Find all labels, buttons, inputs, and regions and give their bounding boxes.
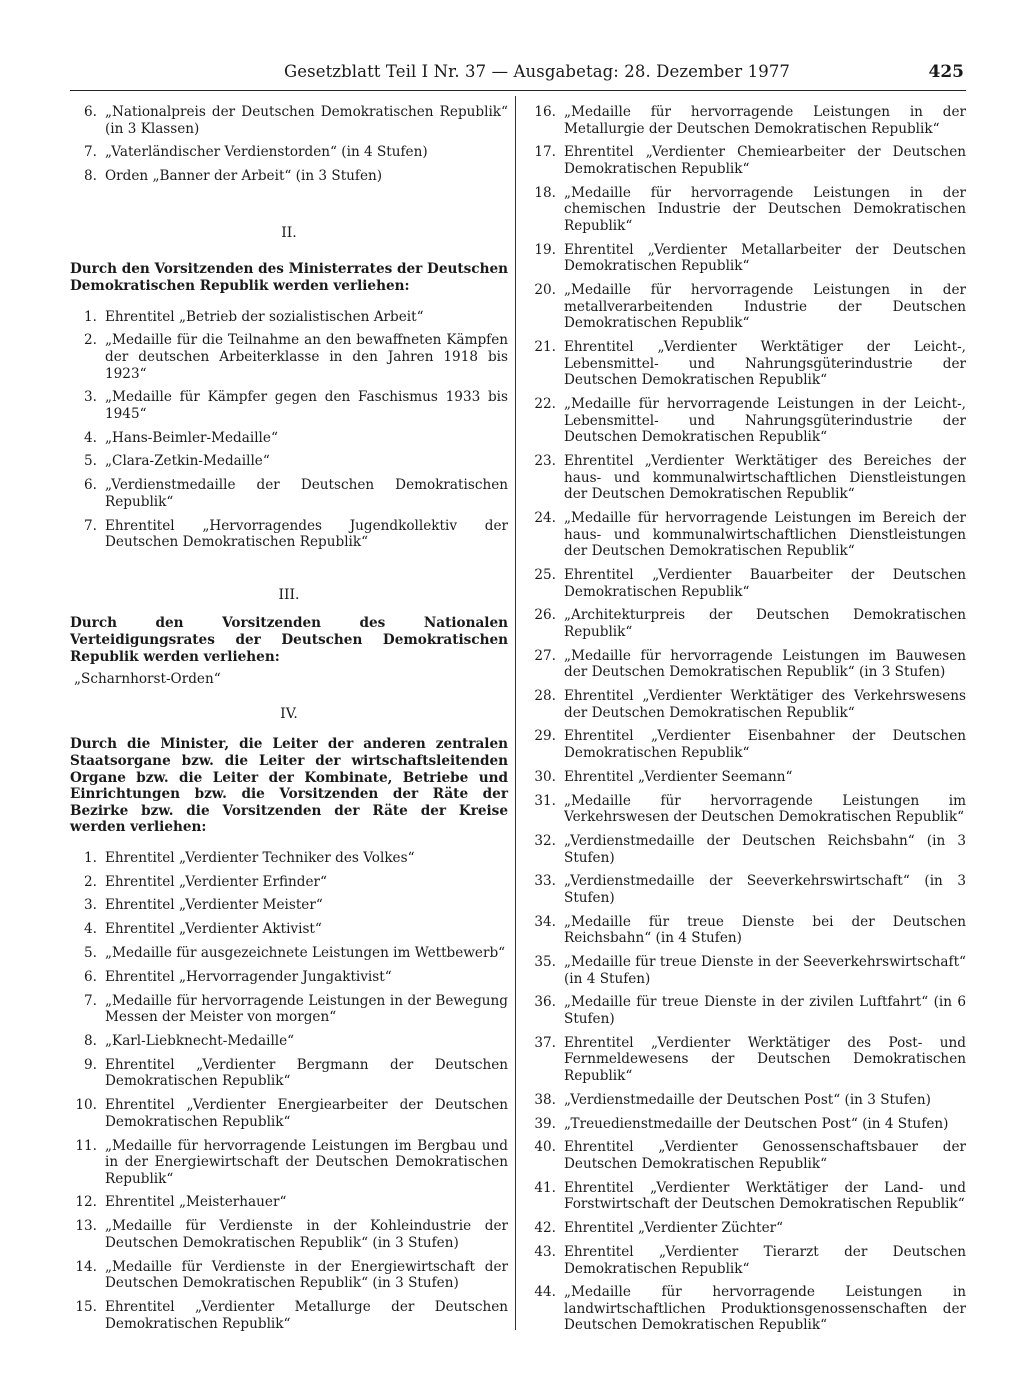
item-text: „Hans-Beimler-Medaille“ — [105, 429, 278, 446]
item-number: 17. — [534, 144, 556, 161]
list-item — [526, 1035, 966, 1085]
item-text: „Medaille für hervorragende Leistungen in der Bewegung Messen der Meister von morgen“ — [105, 992, 508, 1026]
header-rule — [70, 90, 966, 91]
section-intro-ii: Durch den Vorsitzenden des Ministerrates der Deutschen Demokratischen Republik werden verliehen: — [70, 261, 508, 294]
list-item — [526, 994, 966, 1027]
item-number: 7. — [84, 144, 97, 161]
item-text: Ehrentitel „Verdienter Bauarbeiter der Deutschen Demokratischen Republik“ — [564, 566, 966, 600]
column-divider — [515, 96, 516, 1330]
item-text: Ehrentitel „Verdienter Chemiearbeiter der Deutschen Demokratischen Republik“ — [564, 144, 966, 177]
item-number: 29. — [534, 728, 556, 745]
list-item — [70, 430, 508, 447]
list-item — [526, 1092, 966, 1109]
item-number: 18. — [534, 184, 556, 201]
item-number: 25. — [534, 566, 556, 583]
item-number: 26. — [534, 607, 556, 624]
item-number: 38. — [534, 1091, 556, 1108]
list-item — [526, 954, 966, 987]
list-item — [70, 1057, 508, 1090]
list-item — [70, 874, 508, 891]
list-item — [526, 104, 966, 137]
item-number: 21. — [534, 339, 556, 356]
list-item — [526, 1139, 966, 1172]
item-number: 30. — [534, 768, 556, 785]
item-text: „Medaille für Verdienste in der Energiewirtschaft der Deutschen Demokratischen Republik“ (in 3 Stufen) — [105, 1258, 508, 1292]
list-item — [526, 607, 966, 640]
list-item — [526, 1284, 966, 1334]
item-number: 5. — [84, 453, 97, 470]
right-column — [526, 104, 966, 1341]
list-item — [70, 969, 508, 986]
item-text: Ehrentitel „Verdienter Aktivist“ — [105, 921, 322, 938]
item-text: Ehrentitel „Verdienter Meister“ — [105, 897, 323, 914]
item-number: 11. — [75, 1137, 97, 1154]
list-item — [70, 945, 508, 962]
list-item — [526, 793, 966, 826]
item-text: Orden „Banner der Arbeit“ (in 3 Stufen) — [105, 168, 383, 185]
list-item — [70, 1218, 508, 1251]
item-number: 32. — [534, 832, 556, 849]
item-text: Ehrentitel „Verdienter Bergmann der Deutschen Demokratischen Republik“ — [105, 1056, 508, 1090]
item-text: Ehrentitel „Hervorragender Jungaktivist“ — [105, 968, 392, 985]
list-item — [526, 728, 966, 761]
item-number: 14. — [75, 1258, 97, 1275]
item-text: „Medaille für treue Dienste bei der Deutschen Reichsbahn“ (in 4 Stufen) — [564, 913, 966, 947]
left-column — [70, 104, 508, 1339]
list-item — [526, 242, 966, 275]
list-item — [70, 332, 508, 382]
item-number: 10. — [75, 1097, 97, 1114]
item-number: 6. — [84, 104, 97, 120]
list-item — [526, 648, 966, 681]
item-number: 33. — [534, 873, 556, 890]
list-item — [526, 1116, 966, 1133]
item-number: 43. — [534, 1243, 556, 1260]
list-item — [526, 185, 966, 235]
item-number: 13. — [75, 1218, 97, 1235]
item-text: Ehrentitel „Hervorragendes Jugendkollektiv der Deutschen Demokratischen Republik“ — [105, 517, 508, 551]
item-text: „Medaille für treue Dienste in der zivilen Luftfahrt“ (in 6 Stufen) — [564, 994, 966, 1028]
list-item — [70, 897, 508, 914]
item-text: „Verdienstmedaille der Deutschen Post“ (in 3 Stufen) — [564, 1091, 931, 1108]
item-text: Ehrentitel „Verdienter Werktätiger des Bereiches der haus- und kommunalwirtschaftlichen Dienstleistungen der Deutschen Demokratischen Republik“ — [564, 453, 966, 503]
item-text: Ehrentitel „Verdienter Metallurge der Deutschen Demokratischen Republik“ — [105, 1299, 508, 1332]
item-text: „Medaille für hervorragende Leistungen in der metallverarbeitenden Industrie der Deutschen Demokratischen Republik“ — [564, 282, 966, 332]
item-text: „Karl-Liebknecht-Medaille“ — [105, 1032, 295, 1049]
list-item — [70, 1097, 508, 1130]
section-intro-iii: Durch den Vorsitzenden des Nationalen Verteidigungsrates der Deutschen Demokratischen Republik werden verliehen: — [70, 615, 508, 665]
section-intro-iv: Durch die Minister, die Leiter der anderen zentralen Staatsorgane bzw. die Leiter der wirtschaftsleitenden Organe bzw. die Leiter der Kombinate, Betriebe und Einrichtungen bzw. die Vorsitzenden der Räte der Bezirke bzw. die Vorsitzenden der Räte der Kreise werden verliehen: — [70, 736, 508, 836]
item-number: 39. — [534, 1115, 556, 1132]
list-item — [526, 339, 966, 389]
item-number: 6. — [84, 968, 97, 985]
item-text: „Medaille für die Teilnahme an den bewaffneten Kämpfen der deutschen Arbeiterklasse in den Jahren 1918 bis 1923“ — [105, 332, 508, 382]
page-number: 425 — [928, 62, 964, 82]
header-title: Gesetzblatt Teil I Nr. 37 — Ausgabetag: 28. Dezember 1977 — [284, 62, 791, 81]
item-text: „Clara-Zetkin-Medaille“ — [105, 453, 270, 470]
item-text: Ehrentitel „Verdienter Tierarzt der Deutschen Demokratischen Republik“ — [564, 1243, 966, 1277]
item-text: „Medaille für hervorragende Leistungen in der Leicht-, Lebensmittel- und Nahrungsgüterindustrie der Deutschen Demokratischen Republik“ — [564, 396, 966, 446]
list-item — [526, 567, 966, 600]
list-item — [70, 168, 508, 185]
item-number: 3. — [84, 389, 97, 406]
item-number: 2. — [84, 332, 97, 349]
list-item — [526, 914, 966, 947]
list-item — [526, 510, 966, 560]
item-number: 36. — [534, 994, 556, 1011]
item-text: Ehrentitel „Verdienter Werktätiger der Leicht-, Lebensmittel- und Nahrungsgüterindustrie der Deutschen Demokratischen Republik“ — [564, 339, 966, 389]
item-number: 16. — [534, 104, 556, 120]
item-text: Ehrentitel „Verdienter Werktätiger des Post- und Fernmeldewesens der Deutschen Demokratischen Republik“ — [564, 1034, 966, 1085]
item-number: 8. — [84, 168, 97, 185]
list-item — [526, 873, 966, 906]
list-item — [70, 1299, 508, 1332]
item-text: Ehrentitel „Verdienter Seemann“ — [564, 768, 793, 785]
item-number: 37. — [534, 1034, 556, 1051]
list-item — [70, 921, 508, 938]
item-number: 12. — [75, 1194, 97, 1211]
item-number: 40. — [534, 1139, 556, 1156]
item-number: 15. — [75, 1299, 97, 1315]
item-text: Ehrentitel „Verdienter Werktätiger der Land- und Forstwirtschaft der Deutschen Demokratischen Republik“ — [564, 1179, 966, 1213]
list-item — [70, 1259, 508, 1292]
item-number: 5. — [84, 945, 97, 962]
item-number: 4. — [84, 429, 97, 446]
item-number: 34. — [534, 913, 556, 930]
item-number: 4. — [84, 921, 97, 938]
list-item — [70, 389, 508, 422]
item-text: „Verdienstmedaille der Deutschen Reichsbahn“ (in 3 Stufen) — [564, 832, 966, 866]
list-item — [70, 1194, 508, 1211]
list-item — [70, 453, 508, 470]
item-text: „Medaille für hervorragende Leistungen in der Metallurgie der Deutschen Demokratischen Republik“ — [564, 104, 966, 137]
item-text: „Treuedienstmedaille der Deutschen Post“ (in 4 Stufen) — [564, 1115, 949, 1132]
item-number: 19. — [534, 241, 556, 258]
item-text: „Medaille für treue Dienste in der Seeverkehrswirtschaft“ (in 4 Stufen) — [564, 954, 966, 987]
item-text: Ehrentitel „Betrieb der sozialistischen Arbeit“ — [105, 308, 424, 325]
item-number: 28. — [534, 688, 556, 705]
list-item — [526, 453, 966, 503]
list-item — [526, 1220, 966, 1237]
item-text: „Medaille für hervorragende Leistungen in landwirtschaftlichen Produktionsgenossenschaften der Deutschen Demokratischen Republik“ — [564, 1284, 966, 1334]
item-number: 7. — [84, 992, 97, 1009]
item-number: 20. — [534, 282, 556, 299]
page-header — [70, 58, 970, 86]
item-text: „Medaille für hervorragende Leistungen im Bauwesen der Deutschen Demokratischen Republik“ (in 3 Stufen) — [564, 647, 966, 681]
item-text: Ehrentitel „Verdienter Genossenschaftsbauer der Deutschen Demokratischen Republik“ — [564, 1139, 966, 1172]
item-text: „Medaille für hervorragende Leistungen in der chemischen Industrie der Deutschen Demokratischen Republik“ — [564, 184, 966, 234]
list-item — [526, 769, 966, 786]
list-item — [70, 993, 508, 1026]
list-item — [526, 396, 966, 446]
item-text: „Nationalpreis der Deutschen Demokratischen Republik“ (in 3 Klassen) — [105, 104, 508, 137]
item-text: „Verdienstmedaille der Deutschen Demokratischen Republik“ — [105, 477, 508, 510]
item-number: 9. — [84, 1056, 97, 1073]
item-text: Ehrentitel „Verdienter Züchter“ — [564, 1220, 784, 1237]
section-heading-ii: II. — [281, 224, 297, 241]
item-text: Ehrentitel „Verdienter Werktätiger des Verkehrswesens der Deutschen Demokratischen Republik“ — [564, 688, 966, 721]
list-item — [70, 144, 508, 161]
item-text: Ehrentitel „Verdienter Metallarbeiter der Deutschen Demokratischen Republik“ — [564, 241, 966, 275]
list-item — [526, 688, 966, 721]
item-number: 44. — [534, 1284, 556, 1301]
scharnhorst-orden-item: „Scharnhorst-Orden“ — [74, 671, 221, 688]
list-item — [70, 1138, 508, 1188]
item-number: 6. — [84, 477, 97, 494]
list-item — [70, 850, 508, 867]
list-item — [70, 1033, 508, 1050]
item-number: 27. — [534, 647, 556, 664]
section-heading-iv: IV. — [280, 705, 298, 722]
item-number: 3. — [84, 897, 97, 914]
list-item — [70, 477, 508, 510]
item-number: 1. — [84, 849, 97, 866]
item-text: „Medaille für Kämpfer gegen den Faschismus 1933 bis 1945“ — [105, 389, 508, 422]
item-text: „Medaille für ausgezeichnete Leistungen im Wettbewerb“ — [105, 945, 506, 962]
item-text: „Medaille für hervorragende Leistungen im Verkehrswesen der Deutschen Demokratischen Republik“ — [564, 792, 966, 826]
section-heading-iii: III. — [278, 586, 300, 603]
item-number: 1. — [84, 308, 97, 325]
item-text: „Medaille für hervorragende Leistungen im Bergbau und in der Energiewirtschaft der Deutschen Demokratischen Republik“ — [105, 1137, 508, 1187]
item-number: 8. — [84, 1032, 97, 1049]
item-number: 23. — [534, 453, 556, 469]
list-item — [70, 518, 508, 551]
item-number: 42. — [534, 1220, 556, 1237]
item-text: „Architekturpreis der Deutschen Demokratischen Republik“ — [564, 607, 966, 640]
item-text: „Verdienstmedaille der Seeverkehrswirtschaft“ (in 3 Stufen) — [564, 873, 966, 906]
item-number: 31. — [534, 792, 556, 809]
list-item — [526, 833, 966, 866]
item-text: Ehrentitel „Verdienter Erfinder“ — [105, 873, 327, 890]
list-item — [526, 1244, 966, 1277]
item-text: „Vaterländischer Verdienstorden“ (in 4 Stufen) — [105, 144, 428, 161]
item-number: 22. — [534, 396, 556, 413]
item-text: Ehrentitel „Verdienter Energiearbeiter der Deutschen Demokratischen Republik“ — [105, 1097, 508, 1130]
list-item — [526, 1180, 966, 1213]
list-item — [526, 282, 966, 332]
item-text: Ehrentitel „Verdienter Techniker des Volkes“ — [105, 849, 415, 866]
item-number: 35. — [534, 954, 556, 971]
item-number: 24. — [534, 509, 556, 526]
item-text: Ehrentitel „Verdienter Eisenbahner der Deutschen Demokratischen Republik“ — [564, 728, 966, 762]
list-item — [526, 144, 966, 177]
item-number: 2. — [84, 873, 97, 890]
list-item — [70, 104, 508, 137]
list-item — [70, 309, 508, 326]
item-text: Ehrentitel „Meisterhauer“ — [105, 1194, 287, 1211]
item-number: 41. — [534, 1179, 556, 1196]
item-text: „Medaille für hervorragende Leistungen im Bereich der haus- und kommunalwirtschaftlichen Dienstleistungen der Deutschen Demokratischen Republik“ — [564, 509, 966, 560]
item-text: „Medaille für Verdienste in der Kohleindustrie der Deutschen Demokratischen Republik“ (in 3 Stufen) — [105, 1218, 508, 1251]
item-number: 7. — [84, 517, 97, 534]
